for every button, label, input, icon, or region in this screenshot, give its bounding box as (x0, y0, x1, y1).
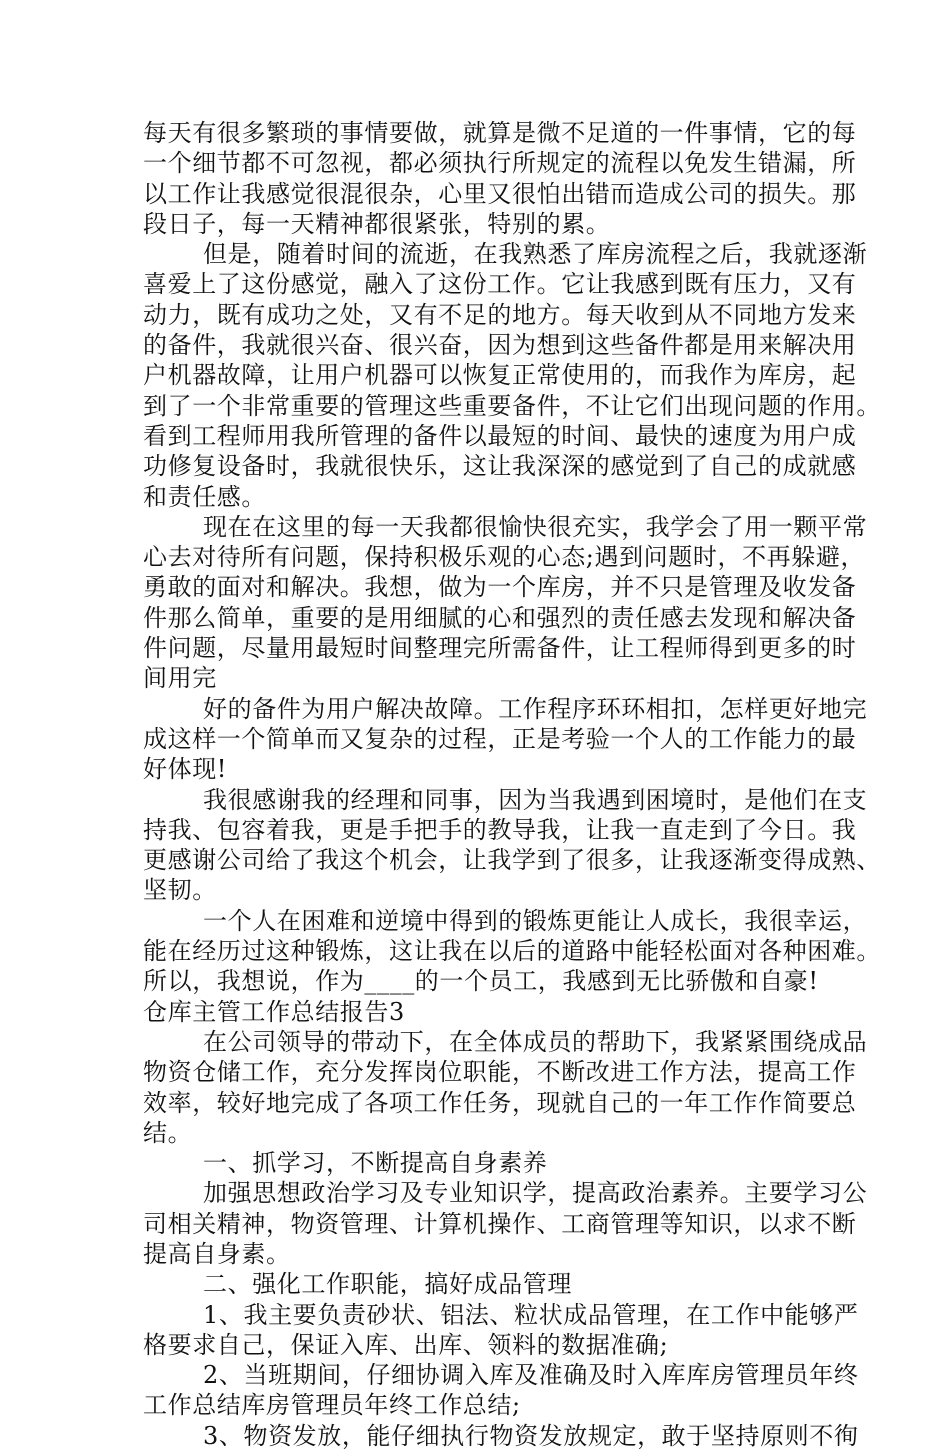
text-line: 一、抓学习，不断提高自身素养 (203, 1149, 548, 1178)
text-line: 工作总结库房管理员年终工作总结; (143, 1391, 521, 1420)
text-line: 结。 (143, 1118, 193, 1147)
text-line: 格要求自己，保证入库、出库、领料的数据准确; (143, 1330, 669, 1359)
text-line: 勇敢的面对和解决。我想，做为一个库房，并不只是管理及收发备 (143, 573, 857, 602)
text-line: 看到工程师用我所管理的备件以最短的时间、最快的速度为用户成 (143, 421, 857, 450)
text-line: 件问题，尽量用最短时间整理完所需备件，让工程师得到更多的时 (143, 634, 857, 663)
text-line: 效率，较好地完成了各项工作任务，现就自己的一年工作作简要总 (143, 1088, 857, 1117)
text-line: 但是，随着时间的流逝，在我熟悉了库房流程之后，我就逐渐 (203, 240, 868, 269)
text-line: 能在经历过这种锻炼，这让我在以后的道路中能轻松面对各种困难。 (143, 937, 881, 966)
text-line: 加强思想政治学习及专业知识学，提高政治素养。主要学习公 (203, 1179, 868, 1208)
text-line: 坚韧。 (143, 876, 217, 905)
text-line: 在公司领导的带动下，在全体成员的帮助下，我紧紧围绕成品 (203, 1027, 868, 1056)
text-line: 现在在这里的每一天我都很愉快很充实，我学会了用一颗平常 (203, 512, 868, 541)
text-line: 的备件，我就很兴奋、很兴奋，因为想到这些备件都是用来解决用 (143, 331, 857, 360)
text-line: 提高自身素。 (143, 1239, 291, 1268)
text-line: 一个人在困难和逆境中得到的锻炼更能让人成长，我很幸运， (203, 906, 868, 935)
text-line: 1、我主要负责砂状、铝法、粒状成品管理，在工作中能够严 (203, 1300, 859, 1329)
text-line: 喜爱上了这份感觉，融入了这份工作。它让我感到既有压力，又有 (143, 270, 857, 299)
text-line: 功修复设备时，我就很快乐，这让我深深的感觉到了自己的成就感 (143, 452, 857, 481)
text-line: 好体现! (143, 755, 228, 784)
text-line: 成这样一个简单而又复杂的过程，正是考验一个人的工作能力的最 (143, 724, 857, 753)
text-line: 户机器故障，让用户机器可以恢复正常使用的，而我作为库房，起 (143, 361, 857, 390)
text-line: 好的备件为用户解决故障。工作程序环环相扣，怎样更好地完 (203, 694, 868, 723)
text-line: 物资仓储工作，充分发挥岗位职能，不断改进工作方法，提高工作 (143, 1058, 857, 1087)
text-line: 2、当班期间，仔细协调入库及准确及时入库库房管理员年终 (203, 1361, 859, 1390)
text-line: 仓库主管工作总结报告3 (143, 997, 405, 1026)
text-line: 3、物资发放，能仔细执行物资发放规定，敢于坚持原则不徇 (203, 1421, 859, 1450)
text-line: 司相关精神，物资管理、计算机操作、工商管理等知识，以求不断 (143, 1209, 857, 1238)
text-line: 段日子，每一天精神都很紧张，特别的累。 (143, 209, 611, 238)
text-line: 以工作让我感觉很混很杂，心里又很怕出错而造成公司的损失。那 (143, 179, 857, 208)
text-line: 二、强化工作职能，搞好成品管理 (203, 1270, 572, 1299)
document-body (143, 118, 881, 1451)
text-line: 动力，既有成功之处，又有不足的地方。每天收到从不同地方发来 (143, 300, 857, 329)
text-line: 所以，我想说，作为____的一个员工，我感到无比骄傲和自豪! (143, 967, 819, 996)
text-line: 持我、包容着我，更是手把手的教导我，让我一直走到了今日。我 (143, 815, 857, 844)
text-line: 更感谢公司给了我这个机会，让我学到了很多，让我逐渐变得成熟、 (143, 846, 881, 875)
text-line: 和责任感。 (143, 482, 266, 511)
text-line: 到了一个非常重要的管理这些重要备件，不让它们出现问题的作用。 (143, 391, 881, 420)
text-line: 件那么简单，重要的是用细腻的心和强烈的责任感去发现和解决备 (143, 603, 857, 632)
text-line: 间用完 (143, 664, 217, 693)
text-line: 每天有很多繁琐的事情要做，就算是微不足道的一件事情，它的每 (143, 119, 857, 147)
text-line: 我很感谢我的经理和同事，因为当我遇到困境时，是他们在支 (203, 785, 868, 814)
text-line: 心去对待所有问题，保持积极乐观的心态;遇到问题时，不再躲避， (143, 543, 866, 572)
text-line: 一个细节都不可忽视，都必须执行所规定的流程以免发生错漏，所 (143, 149, 857, 178)
